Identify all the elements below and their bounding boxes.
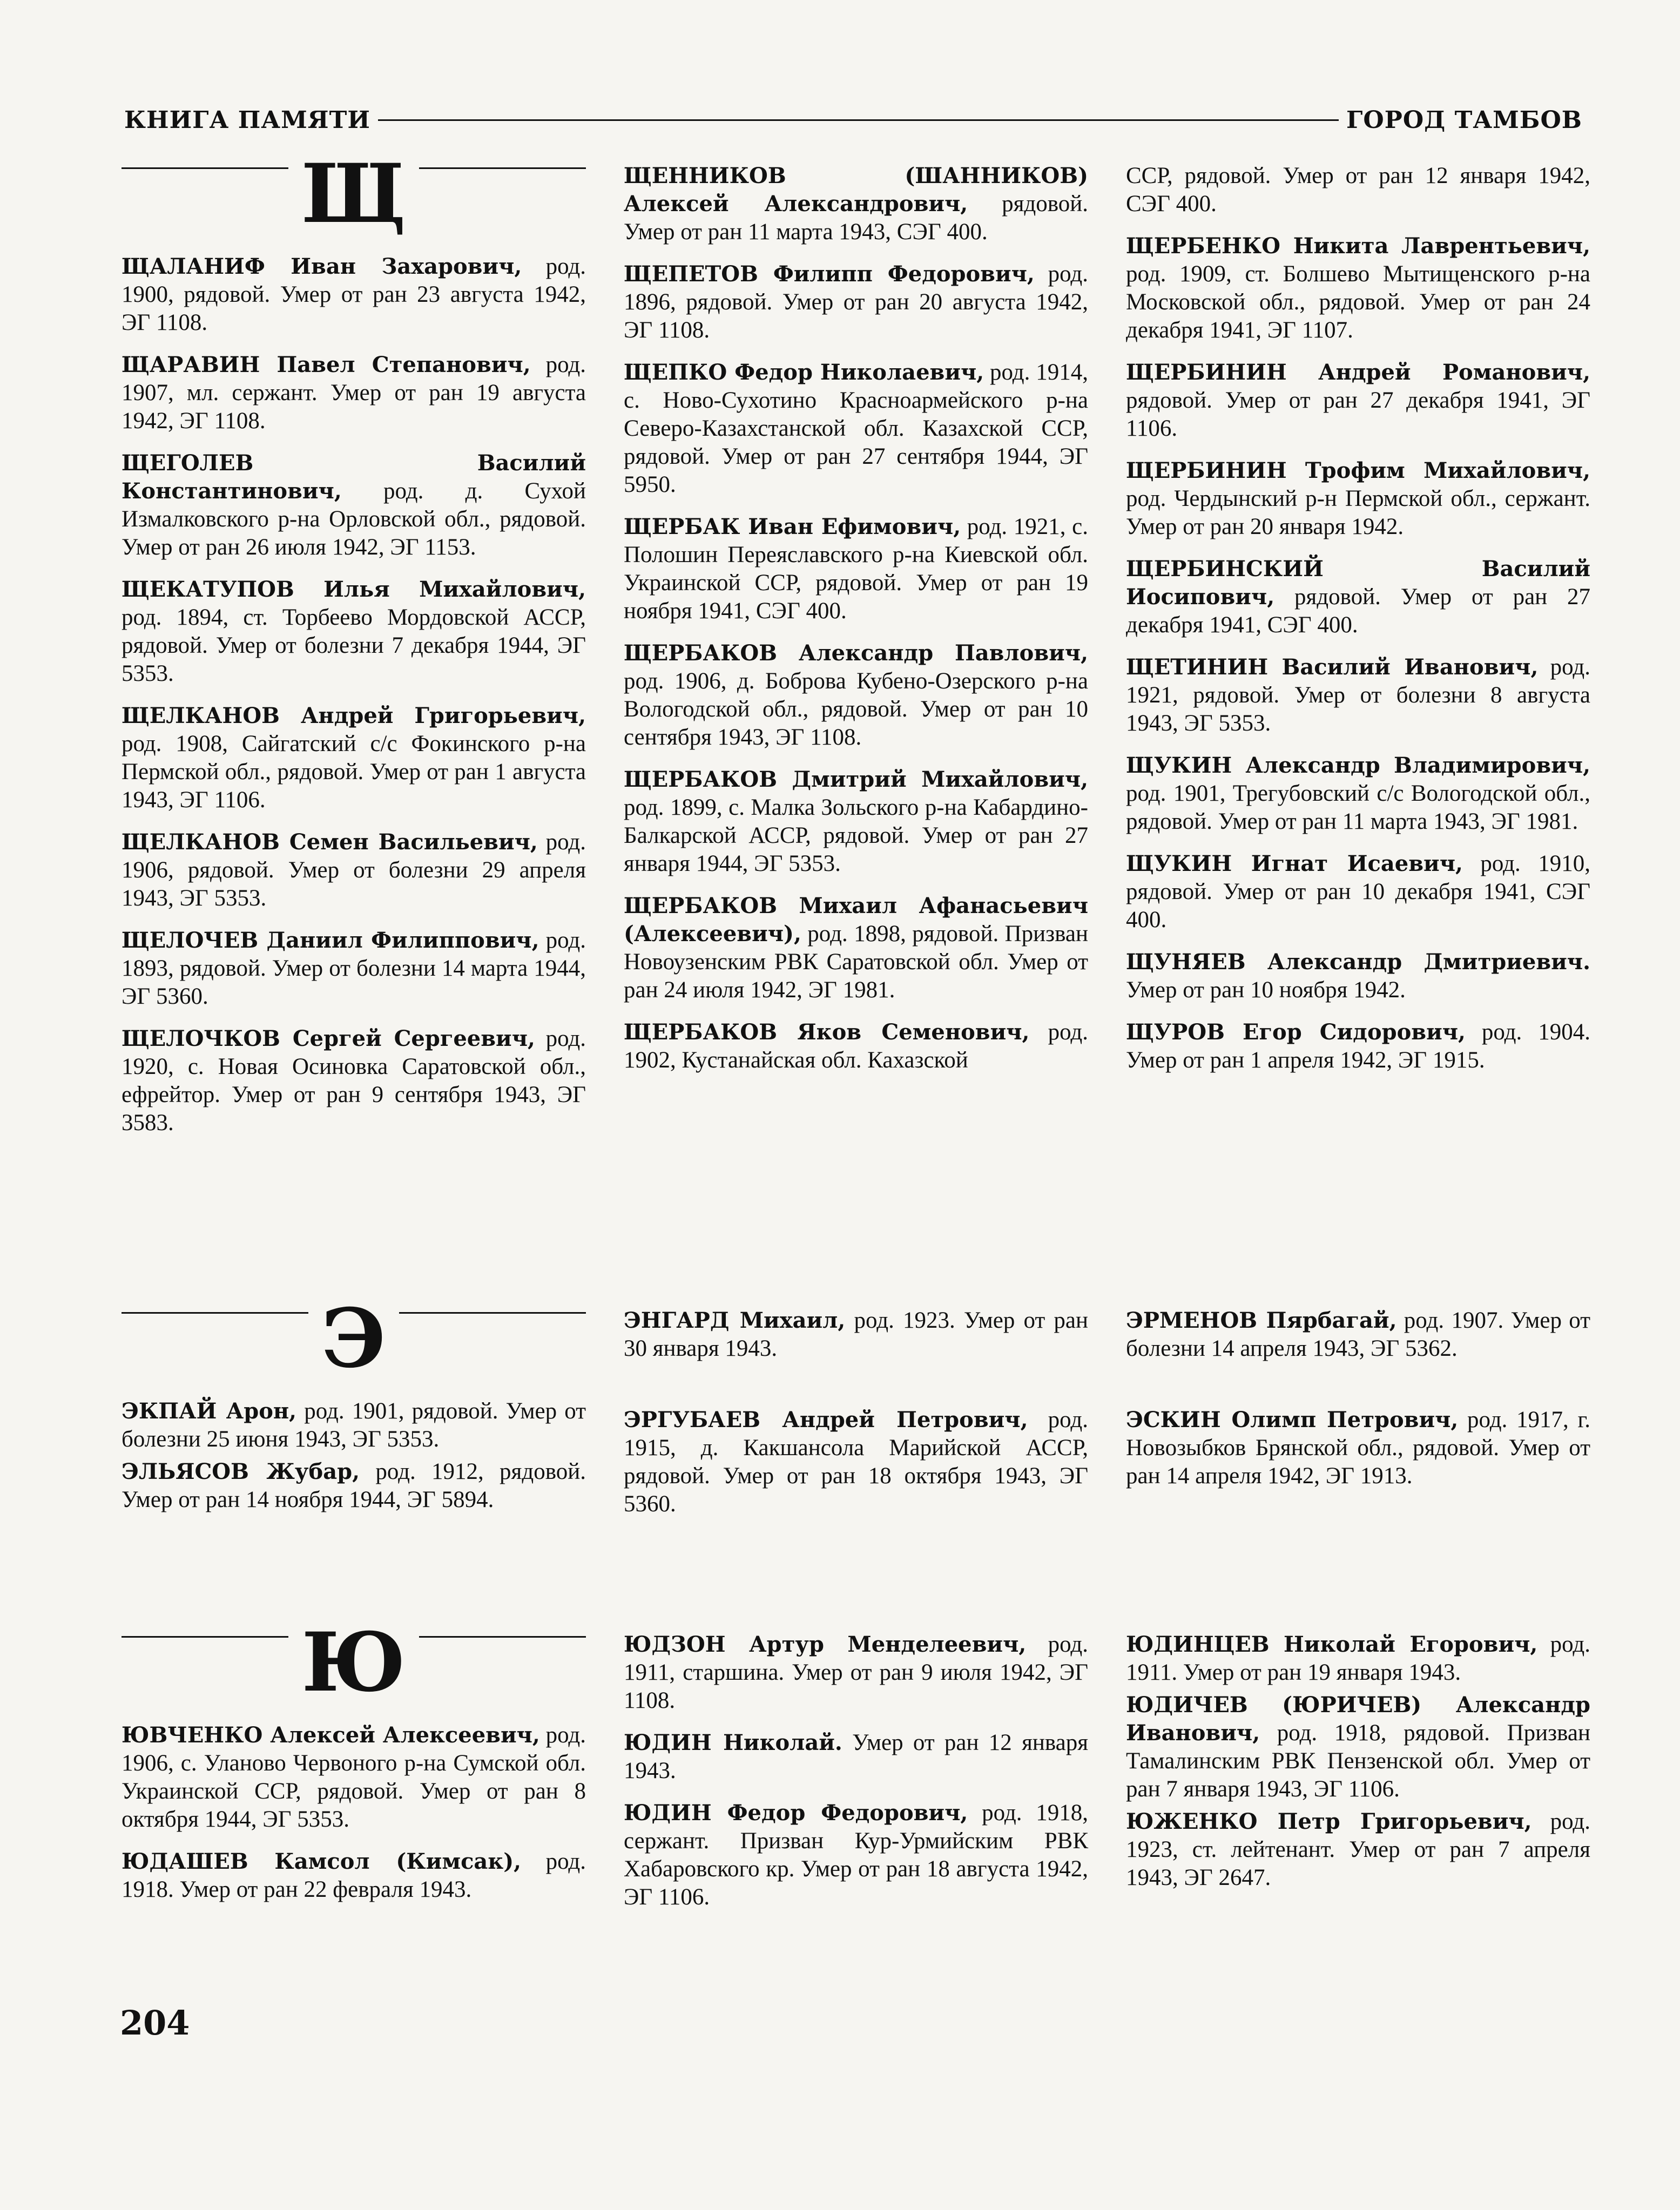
memorial-entry (624, 766, 1088, 878)
section-letter: Э (308, 1291, 399, 1386)
person-name: ЮДЗОН Артур Менделеевич, (624, 1632, 1027, 1657)
memorial-entry (122, 828, 586, 913)
person-name: ЩАРАВИН Павел Степанович, (122, 352, 531, 377)
person-name: ЩЕЛОЧЕВ Даниил Филиппович, (122, 928, 539, 953)
person-name: ЭРМЕНОВ Пярбагай, (1126, 1308, 1397, 1333)
person-name: ЩЕЛКАНОВ Андрей Григорьевич, (122, 703, 586, 728)
person-name: ЩЕГОЛЕВ Василий Константинович, (122, 450, 586, 504)
person-name: ЩЕРБИНСКИЙ Василий Иосипович, (1126, 556, 1590, 610)
memorial-entry (1126, 555, 1590, 639)
person-name: ЮДИНЦЕВ Николай Егорович, (1126, 1632, 1538, 1657)
memorial-entry (624, 1018, 1088, 1074)
person-name: ЭКПАЙ Арон, (122, 1398, 297, 1424)
person-name: ЭЛЬЯСОВ Жубар, (122, 1459, 360, 1484)
column-2 (624, 162, 1088, 1151)
memorial-entry (624, 513, 1088, 625)
memorial-entry (1126, 653, 1590, 738)
entry-details: род. 1918, сержант. Призван Кур-Урмийским РВК Хабаровского кр. Умер от ран 18 августа 1942, ЭГ 1106. (624, 1800, 1089, 1910)
entry-details: род. 1914, с. Ново-Сухотино Красноармейского р-на Северо-Казахстанской обл. Казахской ССР, рядовой. Умер от ран 27 сентября 1944, ЭГ 5950. (624, 360, 1089, 497)
entry-list (122, 253, 586, 1137)
column-2 (624, 1307, 1088, 1532)
entry-list (1126, 162, 1590, 1074)
entry-details: род. 1911. Умер от ран 19 января 1943. (1126, 1632, 1591, 1685)
memorial-entry (624, 1406, 1088, 1518)
entry-details: род. 1921, с. Полошин Переяславского р-на Киевской обл. Украинской ССР, рядовой. Умер от ран 19 ноября 1941, СЭГ 400. (624, 514, 1088, 624)
memorial-entry (122, 1397, 586, 1454)
memorial-entry (122, 1848, 586, 1904)
person-name: ЩЕРБАКОВ Александр Павлович, (624, 640, 1088, 666)
entry-details: род. 1893, рядовой. Умер от болезни 14 марта 1944, ЭГ 5360. (122, 928, 586, 1009)
person-name: ЩЕРБАКОВ Михаил Афанасьевич (Алексеевич), (624, 893, 1088, 947)
entry-details: рядовой. Умер от ран 27 декабря 1941, СЭГ 400. (1126, 584, 1590, 638)
memorial-entry (1126, 1631, 1590, 1687)
entry-details: род. 1907, мл. сержант. Умер от ран 19 августа 1942, ЭГ 1108. (122, 352, 586, 434)
memorial-entry (122, 1721, 586, 1834)
entry-list (624, 1307, 1088, 1518)
entry-details: род. 1901, рядовой. Умер от болезни 25 июня 1943, ЭГ 5353. (122, 1398, 586, 1452)
memorial-entry (1126, 850, 1590, 934)
entry-details: род. 1923, ст. лейтенант. Умер от ран 7 апреля 1943, ЭГ 2647. (1126, 1809, 1591, 1890)
memorial-entry (122, 702, 586, 814)
entry-details: род. 1901, Трегубовский с/с Вологодской обл., рядовой. Умер от ран 11 марта 1943, ЭГ 1981. (1126, 781, 1590, 834)
section-letter: Щ (288, 146, 419, 241)
column-1 (122, 1291, 586, 1532)
person-name: ЩЕННИКОВ (ШАННИКОВ) Алексей Александрович, (624, 163, 1088, 217)
section-letter: Ю (288, 1615, 419, 1710)
memorial-entry (624, 162, 1088, 246)
section-yu (122, 1615, 1591, 1925)
person-name: ЮДИН Николай. (624, 1730, 842, 1755)
entry-details: род. 1908, Сайгатский с/с Фокинского р-на Пермской обл., рядовой. Умер от ран 1 августа 1943, ЭГ 1106. (122, 731, 586, 813)
memorial-entry (1126, 1307, 1590, 1363)
column-1 (122, 146, 586, 1151)
column-3 (1126, 1307, 1590, 1532)
person-name: ЮВЧЕНКО Алексей Алексеевич, (122, 1722, 540, 1748)
memorial-entry (1126, 948, 1590, 1004)
memorial-entry (624, 359, 1088, 499)
entry-details: род. 1907. Умер от болезни 14 апреля 1943, ЭГ 5362. (1126, 1308, 1591, 1361)
entry-details: род. д. Сухой Измалковского р-на Орловской обл., рядовой. Умер от ран 26 июля 1942, ЭГ 1153. (122, 478, 586, 560)
city-title: ГОРОД ТАМБОВ (1346, 106, 1582, 134)
entry-details: род. 1906, с. Уланово Червоного р-на Сумской обл. Украинской ССР, рядовой. Умер от ран 8 октября 1944, ЭГ 5353. (122, 1722, 586, 1832)
entry-list (624, 1631, 1088, 1911)
memorial-entry (1126, 457, 1590, 541)
entry-list (624, 162, 1088, 1074)
entry-details: род. 1917, г. Новозыбков Брянской обл., рядовой. Умер от ран 14 апреля 1942, ЭГ 1913. (1126, 1407, 1590, 1489)
person-name: ЭРГУБАЕВ Андрей Петрович, (624, 1407, 1028, 1432)
entry-details: род. 1923. Умер от ран 30 января 1943. (624, 1308, 1088, 1361)
person-name: ЮДИЧЕВ (ЮРИЧЕВ) Александр Иванович, (1126, 1692, 1590, 1746)
memorial-entry (624, 892, 1088, 1004)
column-1 (122, 1615, 586, 1925)
memorial-entry (122, 253, 586, 337)
entry-details: род. 1900, рядовой. Умер от ран 23 августа 1942, ЭГ 1108. (122, 254, 586, 335)
memorial-entry (624, 1729, 1088, 1785)
person-name: ЩЕПЕТОВ Филипп Федорович, (624, 261, 1035, 287)
entry-details: род. 1915, д. Какшансола Марийской АССР, рядовой. Умер от ран 18 октября 1943, ЭГ 5360. (624, 1407, 1088, 1517)
entry-details: род. 1899, с. Малка Зольского р-на Кабардино-Балкарской АССР, рядовой. Умер от ран 27 января 1944, ЭГ 5353. (624, 795, 1088, 876)
entry-details: рядовой. Умер от ран 11 марта 1943, СЭГ 400. (624, 191, 1088, 245)
person-name: ЩЕРБАКОВ Яков Семенович, (624, 1019, 1030, 1045)
entry-details: род. 1906, рядовой. Умер от болезни 29 апреля 1943, ЭГ 5353. (122, 829, 586, 911)
memorial-entry (1126, 359, 1590, 443)
entry-details: рядовой. Умер от ран 27 декабря 1941, ЭГ 1106. (1126, 388, 1590, 441)
entry-details: род. 1911, старшина. Умер от ран 9 июля 1942, ЭГ 1108. (624, 1632, 1088, 1713)
memorial-entry (1126, 162, 1590, 218)
entry-details: род. 1898, рядовой. Призван Новоузенским РВК Саратовской обл. Умер от ран 24 июля 1942, ЭГ 1981. (624, 921, 1088, 1003)
person-name: ЩЕРБИНИН Андрей Романович, (1126, 360, 1590, 385)
memorial-entry (624, 1631, 1088, 1715)
person-name: ЮДАШЕВ Камсол (Кимсак), (122, 1849, 522, 1874)
entry-details: род. 1912, рядовой. Умер от ран 14 ноября 1944, ЭГ 5894. (122, 1459, 586, 1512)
memorial-entry (1126, 752, 1590, 836)
entry-list (1126, 1307, 1590, 1490)
memorial-entry (624, 1799, 1088, 1911)
memorial-entry (624, 639, 1088, 752)
column-2 (624, 1631, 1088, 1925)
entry-details: Умер от ран 10 ноября 1942. (1126, 977, 1406, 1003)
person-name: ЩУКИН Игнат Исаевич, (1126, 851, 1463, 876)
person-name: ЩЕПКО Федор Николаевич, (624, 360, 984, 385)
header-rule (378, 119, 1339, 121)
person-name: ЩЕЛОЧКОВ Сергей Сергеевич, (122, 1026, 535, 1051)
memorial-entry (1126, 1406, 1590, 1490)
entry-details: род. 1896, рядовой. Умер от ран 20 августа 1942, ЭГ 1108. (624, 261, 1088, 343)
memorial-entry (122, 351, 586, 435)
memorial-entry (1126, 232, 1590, 344)
entry-details: род. 1906, д. Боброва Кубено-Озерского р-на Вологодской обл., рядовой. Умер от ран 10 сентября 1943, ЭГ 1108. (624, 668, 1088, 750)
person-name: ЩУНЯЕВ Александр Дмитриевич. (1126, 949, 1590, 975)
entry-details: род. 1894, ст. Торбеево Мордовской АССР, рядовой. Умер от болезни 7 декабря 1944, ЭГ 5353. (122, 605, 586, 686)
entry-details: род. 1918, рядовой. Призван Тамалинским РВК Пензенской обл. Умер от ран 7 января 1943, ЭГ 1106. (1126, 1720, 1590, 1802)
entry-details: род. 1921, рядовой. Умер от болезни 8 августа 1943, ЭГ 5353. (1126, 654, 1590, 736)
column-3 (1126, 1631, 1590, 1925)
entry-details: род. 1909, ст. Болшево Мытищенского р-на Московской обл., рядовой. Умер от ран 24 декабря 1941, ЭГ 1107. (1126, 261, 1590, 343)
person-name: ЩУРОВ Егор Сидорович, (1126, 1019, 1466, 1045)
person-name: ЭСКИН Олимп Петрович, (1126, 1407, 1459, 1432)
person-name: ЮЖЕНКО Петр Григорьевич, (1126, 1809, 1532, 1834)
memorial-entry (624, 260, 1088, 344)
entry-list (1126, 1631, 1590, 1892)
person-name: ЩЕЛКАНОВ Семен Васильевич, (122, 829, 538, 855)
section-shch (122, 146, 1591, 1151)
entry-details: ССР, рядовой. Умер от ран 12 января 1942, СЭГ 400. (1126, 163, 1590, 217)
entry-details: род. 1920, с. Новая Осиновка Саратовской обл., ефрейтор. Умер от ран 9 сентября 1943, ЭГ 3583. (122, 1026, 586, 1136)
person-name: ЩЕТИНИН Василий Иванович, (1126, 654, 1539, 680)
entry-details: род. 1904. Умер от ран 1 апреля 1942, ЭГ 1915. (1126, 1019, 1590, 1073)
entry-details: Умер от ран 12 января 1943. (624, 1730, 1088, 1783)
entry-list (122, 1397, 586, 1514)
page-number: 204 (120, 2003, 190, 2043)
letter-heading (122, 1615, 586, 1710)
memorial-entry (122, 1025, 586, 1137)
person-name: ЩЕРБАК Иван Ефимович, (624, 514, 961, 539)
entry-details: род. 1902, Кустанайская обл. Кахазской (624, 1019, 1089, 1073)
person-name: ЩЕКАТУПОВ Илья Михайлович, (122, 577, 586, 602)
memorial-entry (624, 1307, 1088, 1363)
column-3 (1126, 162, 1590, 1151)
memorial-entry (122, 1458, 586, 1514)
person-name: ЩЕРБЕНКО Никита Лаврентьевич, (1126, 233, 1590, 259)
memorial-entry (122, 576, 586, 688)
entry-details: род. Чердынский р-н Пермской обл., сержант. Умер от ран 20 января 1942. (1126, 486, 1590, 539)
memorial-entry (1126, 1808, 1590, 1892)
person-name: ЩАЛАНИФ Иван Захарович, (122, 254, 522, 279)
person-name: ЩЕРБАКОВ Дмитрий Михайлович, (624, 767, 1088, 792)
person-name: ЭНГАРД Михаил, (624, 1308, 846, 1333)
letter-heading (122, 146, 586, 241)
book-title: КНИГА ПАМЯТИ (124, 106, 370, 134)
entry-list (122, 1721, 586, 1904)
memorial-entry (1126, 1018, 1590, 1074)
person-name: ЮДИН Федор Федорович, (624, 1800, 968, 1826)
memorial-entry (122, 449, 586, 562)
entry-details: род. 1910, рядовой. Умер от ран 10 декабря 1941, СЭГ 400. (1126, 851, 1591, 932)
memorial-entry (122, 927, 586, 1011)
letter-heading (122, 1291, 586, 1386)
person-name: ЩЕРБИНИН Трофим Михайлович, (1126, 458, 1590, 483)
entry-details: род. 1918. Умер от ран 22 февраля 1943. (122, 1849, 586, 1902)
person-name: ЩУКИН Александр Владимирович, (1126, 753, 1590, 778)
running-header (124, 98, 1582, 141)
section-e (122, 1291, 1591, 1532)
memorial-entry (1126, 1691, 1590, 1803)
